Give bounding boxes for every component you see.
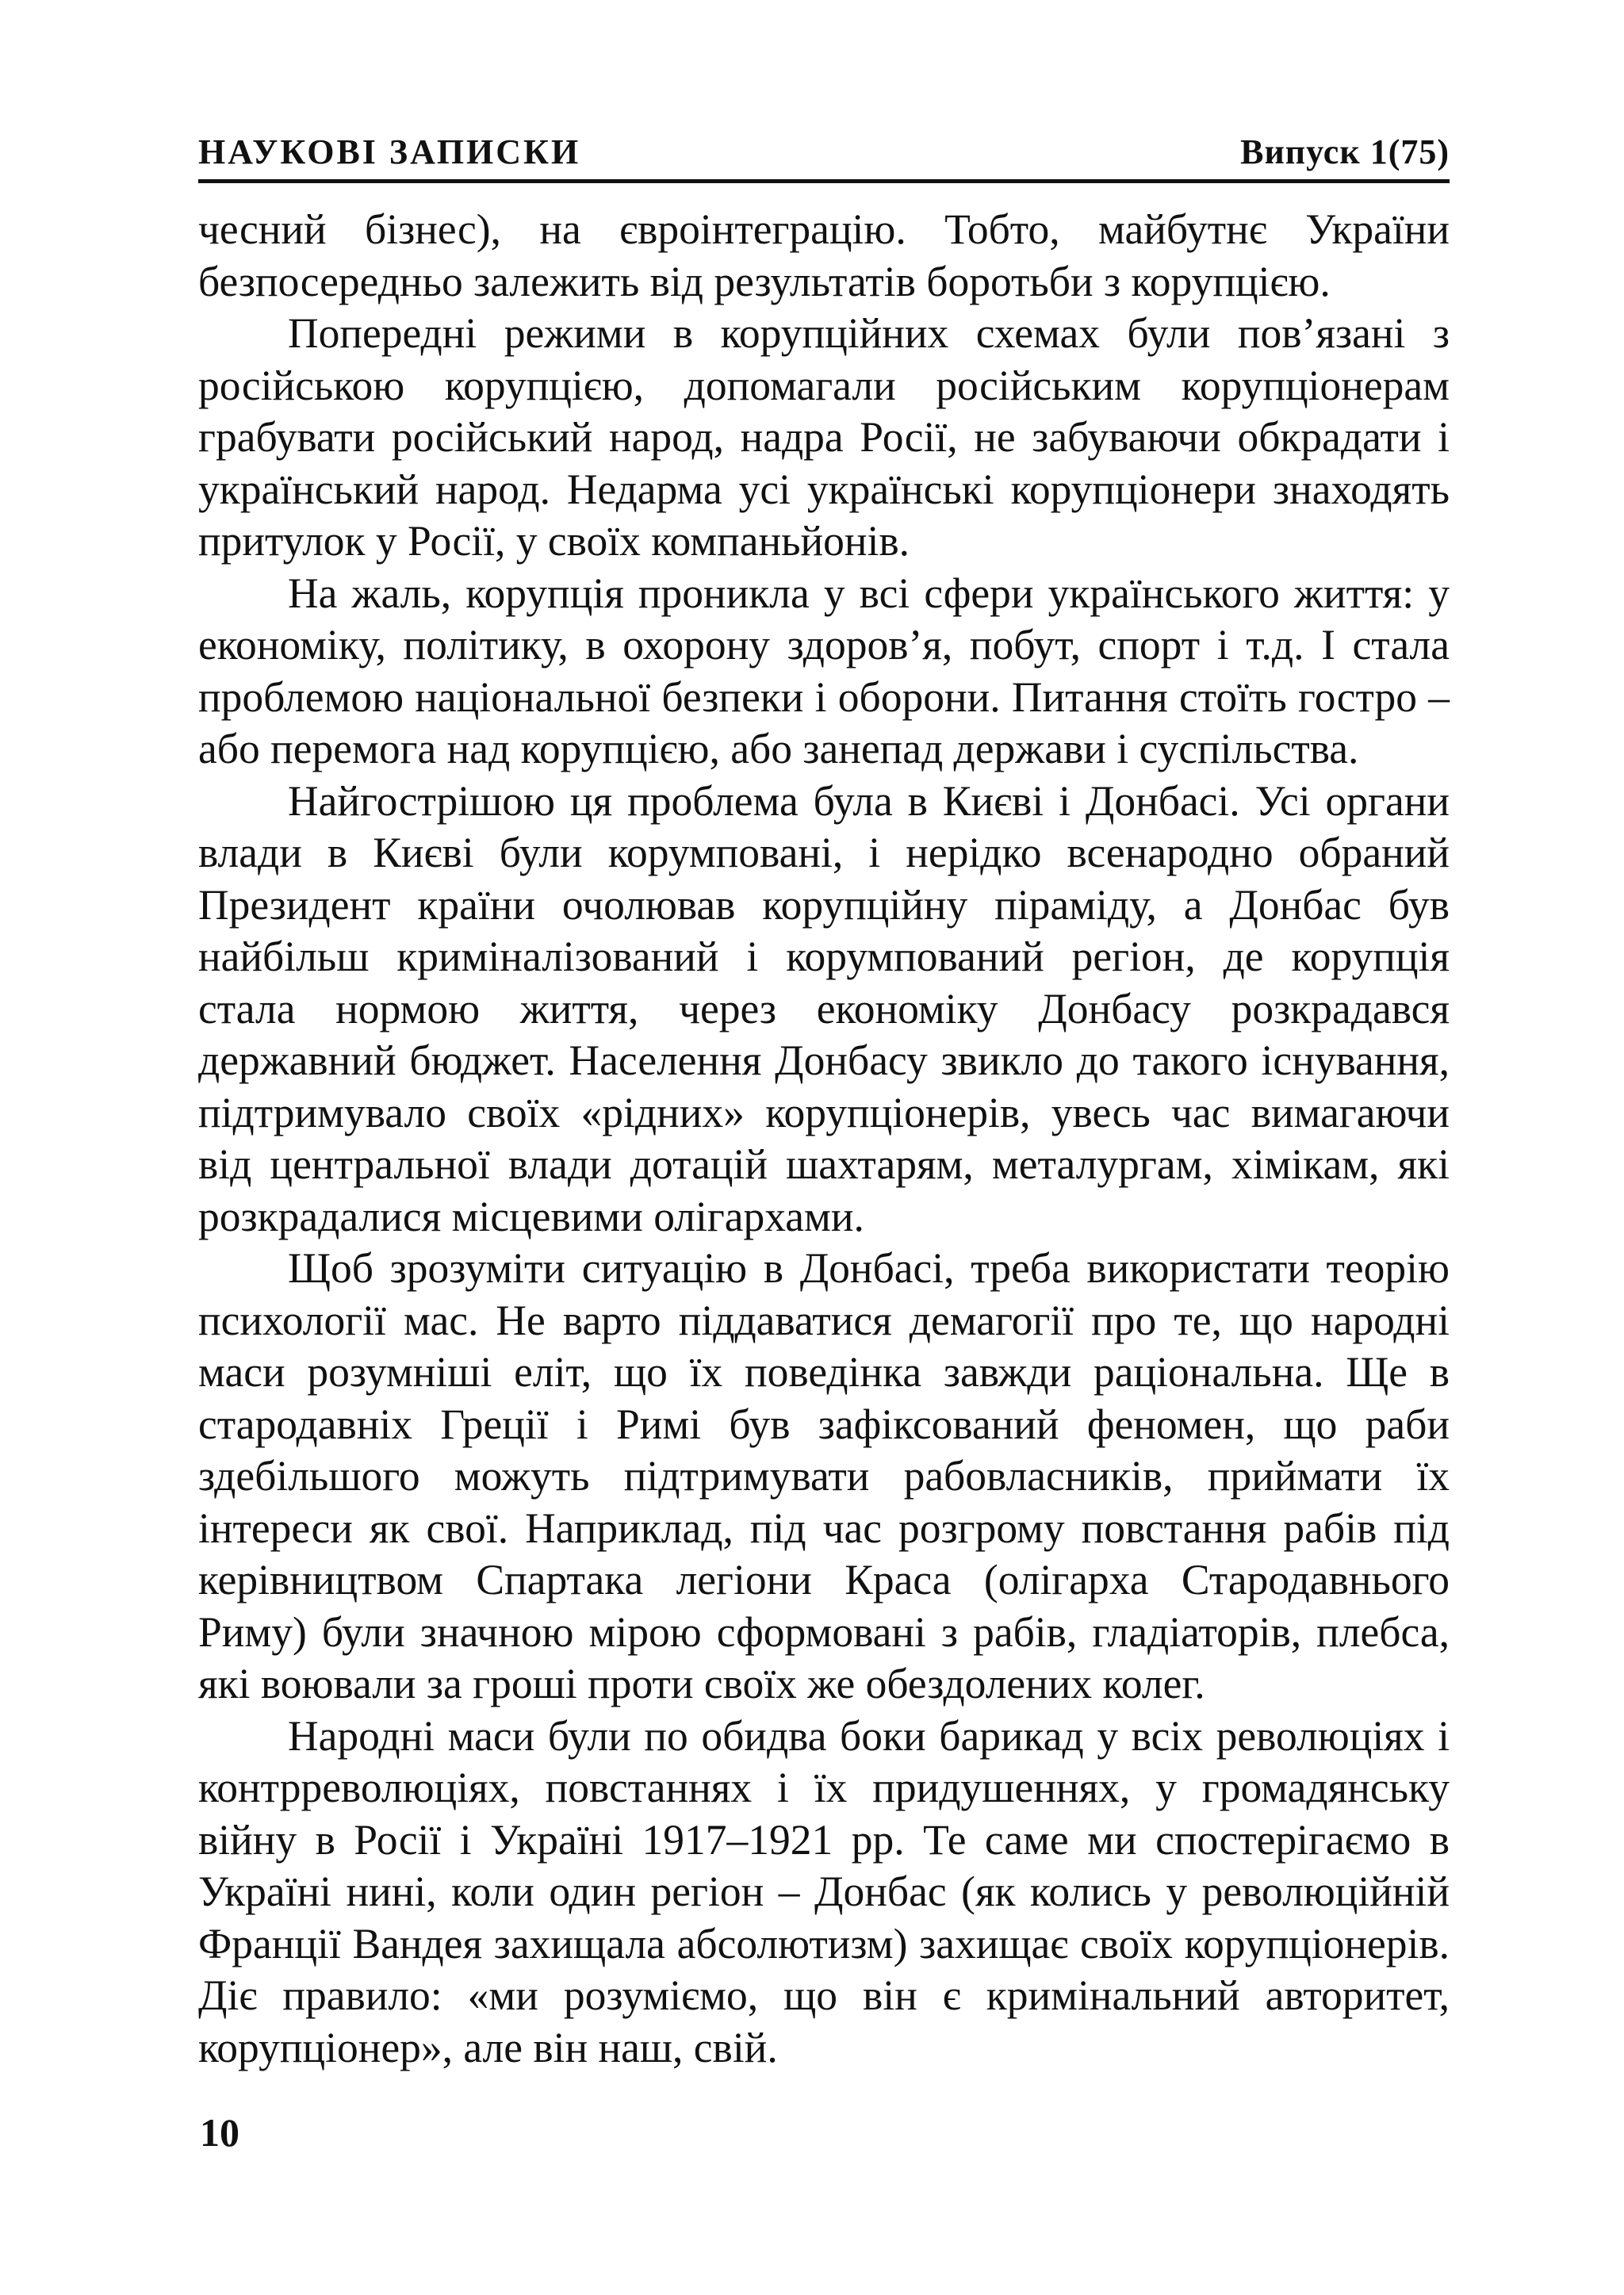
paragraph: чесний бізнес), на євроінтеграцію. Тобто, майбутнє України безпосередньо залежить від результатів боротьби з корупцією. — [198, 205, 1450, 305]
journal-title: НАУКОВІ ЗАПИСКИ — [198, 132, 581, 171]
paragraph: Попередні режими в корупційних схемах були пов’язані з російською корупцією, допомагали російським корупціонерам грабувати російський народ, надра Росії, не забуваючи обкрадати і український народ. Недарма усі українські корупціонери знаходять притулок у Росії, у своїх компаньйонів. — [198, 309, 1450, 565]
issue-number: Випуск 1(75) — [1240, 132, 1450, 171]
paragraph: Народні маси були по обидва боки барикад у всіх революціях і контрреволюціях, повстаннях і їх придушеннях, у громадянську війну в Росії і Україні 1917–1921 рр. Те саме ми спостерігаємо в Україні нині, коли один регіон – Донбас (як колись у революційній Франції Вандея захищала абсолютизм) захищає своїх корупціонерів. Діє правило: «ми розуміємо, що він є кримінальний авторитет, корупціонер», але він наш, свій. — [198, 1711, 1450, 2071]
paragraph: На жаль, корупція проникла у всі сфери українського життя: у економіку, політику, в охорону здоров’я, побут, спорт і т.д. І стала проблемою національної безпеки і оборони. Питання стоїть гостро – або перемога над корупцією, або занепад держави і суспільства. — [198, 569, 1450, 772]
running-header — [198, 132, 1450, 183]
body-text — [198, 204, 1450, 2074]
page — [198, 132, 1450, 2074]
page-number: 10 — [200, 2110, 239, 2155]
paragraph: Щоб зрозуміти ситуацію в Донбасі, треба використати теорію психології мас. Не варто піддаватися демагогії про те, що народні маси розумніші еліт, що їх поведінка завжди раціональна. Ще в стародавніх Греції і Римі був зафіксований феномен, що раби здебільшого можуть підтримувати рабовласників, приймати їх інтереси як свої. Наприклад, під час розгрому повстання рабів під керівництвом Спартака легіони Краса (олігарха Стародавнього Риму) були значною мірою сформовані з рабів, гладіаторів, плебса, які воювали за гроші проти своїх же обездолених колег. — [198, 1244, 1450, 1707]
paragraph: Найгострішою ця проблема була в Києві і Донбасі. Усі органи влади в Києві були корумповані, і нерідко всенародно обраний Президент країни очолював корупційну піраміду, а Донбас був найбільш криміналізований і корумпований регіон, де корупція стала нормою життя, через економіку Донбасу розкрадався державний бюджет. Населення Донбасу звикло до такого існування, підтримувало своїх «рідних» корупціонерів, увесь час вимагаючи від центральної влади дотацій шахтарям, металургам, хімікам, які розкрадалися місцевими олігархами. — [198, 776, 1450, 1240]
